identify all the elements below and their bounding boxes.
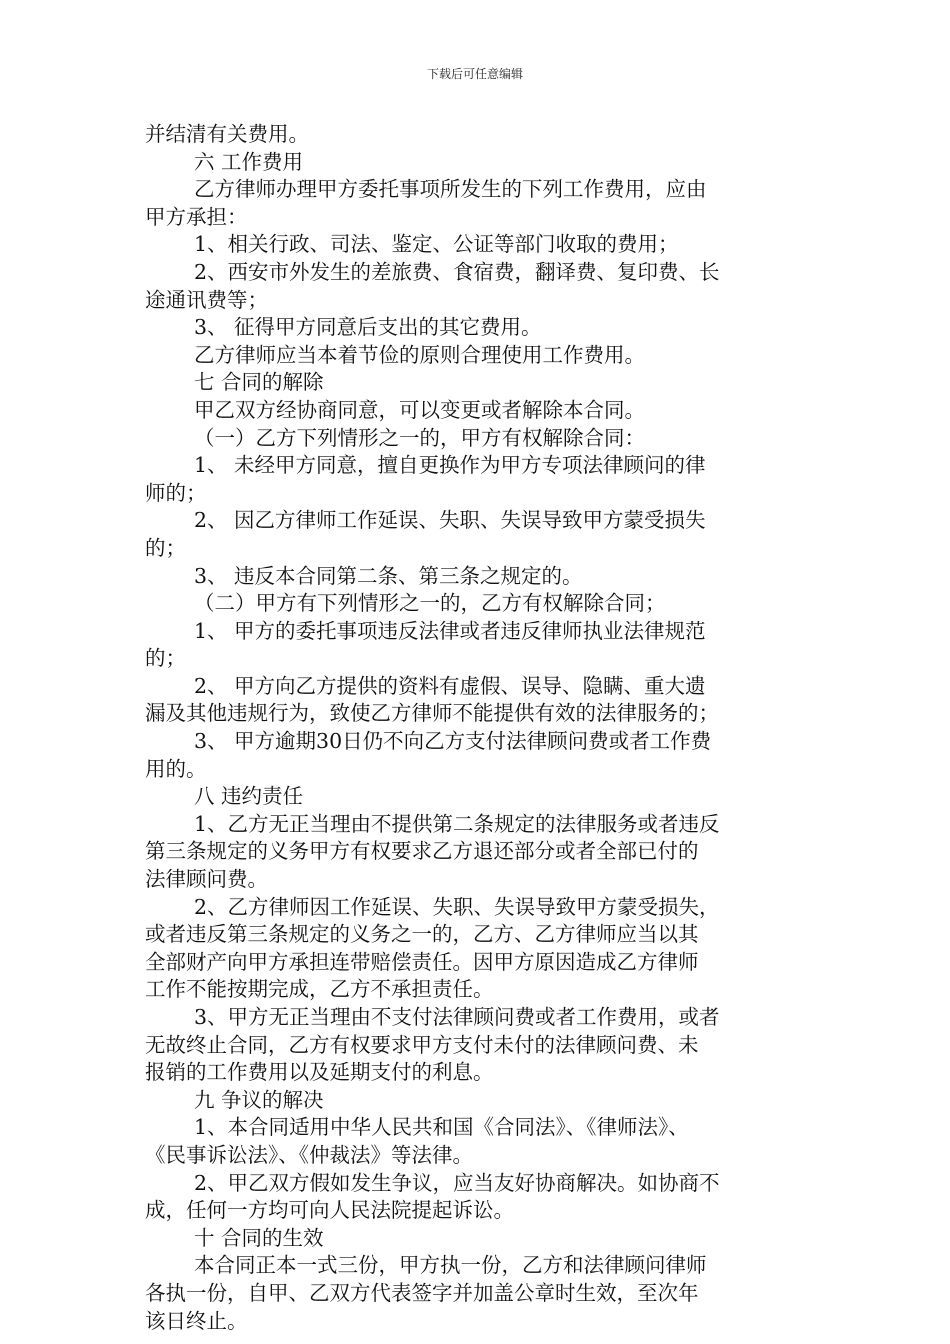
text-line: 本合同正本一式三份，甲方执一份，乙方和法律顾问律师 (194, 1253, 707, 1278)
text-line: 无故终止合同，乙方有权要求甲方支付未付的法律顾问费、未 (145, 1032, 699, 1057)
text-line: （二）甲方有下列情形之一的，乙方有权解除合同； (194, 591, 666, 616)
text-line: 八 违约责任 (194, 784, 304, 809)
text-line: 2、 甲方向乙方提供的资料有虚假、误导、隐瞒、重大遗 (194, 673, 706, 698)
text-line: 漏及其他违规行为，致使乙方律师不能提供有效的法律服务的； (145, 701, 719, 726)
text-line: 1、本合同适用中华人民共和国《合同法》、《律师法》、 (194, 1115, 689, 1140)
text-line: 法律顾问费。 (145, 867, 268, 892)
text-line: 用的。 (145, 756, 207, 781)
text-line: 该日终止。 (145, 1308, 248, 1333)
text-line: 甲乙双方经协商同意，可以变更或者解除本合同。 (194, 397, 645, 422)
text-line: 各执一份，自甲、乙双方代表签字并加盖公章时生效，至次年 (145, 1280, 699, 1305)
text-line: 1、 未经甲方同意，擅自更换作为甲方专项法律顾问的律 (194, 453, 706, 478)
text-line: 第三条规定的义务甲方有权要求乙方退还部分或者全部已付的 (145, 839, 699, 864)
text-line: 的； (145, 535, 186, 560)
text-line: 的； (145, 646, 186, 671)
text-line: 1、乙方无正当理由不提供第二条规定的法律服务或者违反 (194, 811, 720, 836)
text-line: 六 工作费用 (194, 149, 304, 174)
text-line: 3、 违反本合同第二条、第三条之规定的。 (194, 563, 583, 588)
text-line: 1、相关行政、司法、鉴定、公证等部门收取的费用； (194, 232, 679, 257)
text-line: 3、 征得甲方同意后支出的其它费用。 (194, 315, 542, 340)
page-header-note: 下载后可任意编辑 (426, 67, 523, 81)
text-line: 并结清有关费用。 (145, 122, 309, 146)
text-line: 3、甲方无正当理由不支付法律顾问费或者工作费用，或者 (194, 1005, 720, 1029)
text-line: 2、乙方律师因工作延误、失职、失误导致甲方蒙受损失， (194, 894, 720, 919)
text-line: 七 合同的解除 (194, 370, 324, 395)
text-line: 全部财产向甲方承担连带赔偿责任。因甲方原因造成乙方律师 (145, 949, 699, 974)
document-body (145, 121, 807, 1335)
text-line: 九 争议的解决 (194, 1087, 324, 1112)
text-line: 或者违反第三条规定的义务之一的，乙方、乙方律师应当以其 (145, 922, 699, 947)
text-line: 途通讯费等； (145, 287, 268, 312)
text-line: 报销的工作费用以及延期支付的利息。 (145, 1060, 494, 1085)
text-line: 工作不能按期完成，乙方不承担责任。 (145, 977, 494, 1002)
text-line: 2、 因乙方律师工作延误、失职、失误导致甲方蒙受损失 (194, 508, 706, 533)
text-line: 1、 甲方的委托事项违反法律或者违反律师执业法律规范 (194, 618, 706, 643)
text-line: 乙方律师应当本着节俭的原则合理使用工作费用。 (194, 342, 645, 367)
text-line: 十 合同的生效 (194, 1225, 324, 1250)
text-line: 甲方承担： (145, 204, 248, 229)
text-line: 2、甲乙双方假如发生争议，应当友好协商解决。如协商不 (194, 1170, 720, 1195)
text-line: 3、 甲方逾期30日仍不向乙方支付法律顾问费或者工作费 (194, 729, 712, 754)
text-line: 2、西安市外发生的差旅费、食宿费，翻译费、复印费、长 (194, 259, 720, 284)
text-line: 师的； (145, 480, 207, 505)
text-line: 成，任何一方均可向人民法院提起诉讼。 (145, 1198, 514, 1223)
text-line: 乙方律师办理甲方委托事项所发生的下列工作费用，应由 (194, 177, 707, 202)
text-line: （一）乙方下列情形之一的，甲方有权解除合同： (194, 425, 645, 450)
text-line: 《民事诉讼法》、《仲裁法》等法律。 (145, 1142, 473, 1167)
